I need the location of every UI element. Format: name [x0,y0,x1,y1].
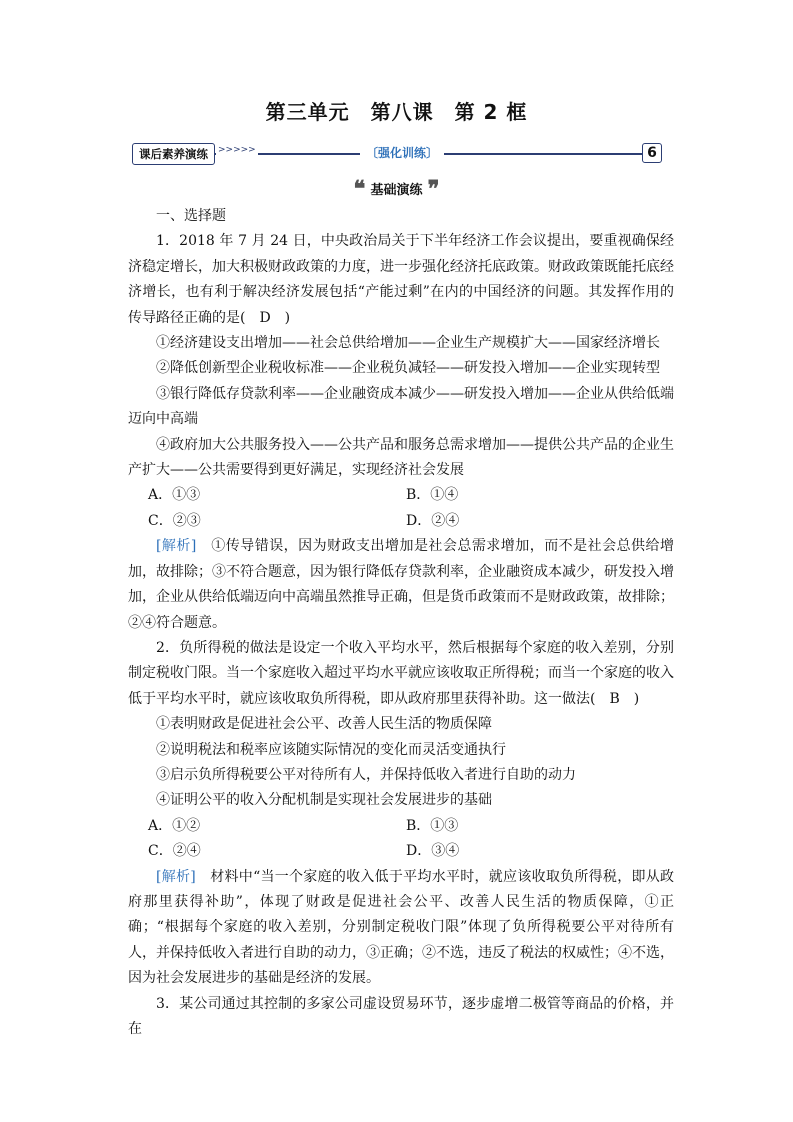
analysis-text: 材料中“当一个家庭的收入低于平均水平时，就应该收取负所得税，即从政府那里获得补助”，体现了财政是促进社会公平、改善人民生活的物质保障，①正确；“根据每个家庭的收入差别，分别制定税收门限”体现了负所得税要公平对待所有人，并保持低收入者进行自助的动力，③正确；②不选，违反了税法的权威性；④不选，因为社会发展进步的基础是经济的发展。 [128,868,674,987]
question-2-options [128,814,674,839]
quote-open-icon: ❝ [353,175,366,202]
banner-left-label: 课后素养演练 [132,143,215,165]
question-2-item: ④证明公平的收入分配机制是实现社会发展进步的基础 [156,792,492,809]
question-1-options [128,483,674,508]
option-a: A．①② [148,817,201,834]
option-d: D．②④ [406,512,460,529]
question-2-item: ②说明税法和税率应该随实际情况的变化而灵活变通执行 [156,741,506,758]
page-title: 第三单元 第八课 第 2 框 [265,100,528,124]
question-2-item: ①表明财政是促进社会公平、改善人民生活的物质保障 [156,716,492,733]
option-d: D．③④ [406,843,460,860]
option-b: B．①④ [406,487,459,504]
option-c: C．②③ [148,512,201,529]
practice-banner [132,143,664,165]
question-1-options [128,509,674,534]
banner-number: 6 [642,143,662,163]
quote-close-icon: ❞ [427,175,440,202]
document-body [128,204,674,1042]
analysis-tag: [解析] [156,868,196,885]
option-c: C．②④ [148,843,201,860]
option-a: A．①③ [148,487,201,504]
analysis-text: ①传导错误，因为财政支出增加是社会总需求增加，而不是社会总供给增加，故排除；③不符合题意，因为银行降低存贷款利率，企业融资成本减少，研发投入增加，企业从供给低端迈向中高端虽然推导正确，但是货币政策而不是财政政策，故排除；②④符合题意。 [128,538,674,631]
section-label: 基础演练 [370,183,423,198]
banner-arrows: >>>>> [218,145,256,155]
question-1-analysis [128,534,674,636]
question-1-item: ①经济建设支出增加——社会总供给增加——企业生产规模扩大——国家经济增长 [156,335,660,352]
option-b: B．①③ [406,817,459,834]
section-badge [0,175,793,202]
analysis-tag: [解析] [156,538,197,555]
question-2-item: ③启示负所得税要公平对待所有人，并保持低收入者进行自助的动力 [156,766,576,783]
banner-mid-label: 〔强化训练〕 [360,144,444,162]
question-1-stem: 1．2018 年 7 月 24 日，中央政治局关于下半年经济工作会议提出，要重视确保经济稳定增长，加大积极财政政策的力度，进一步强化经济托底政策。财政政策既能托底经济增长，也有利于解决经济发展包括“产能过剩”在内的中国经济的问题。其发挥作用的传导路径正确的是( D ) [128,233,674,326]
question-3-stem: 3．某公司通过其控制的多家公司虚设贸易环节，逐步虚增二极管等商品的价格，并在 [128,995,674,1037]
question-1-item: ④政府加大公共服务投入——公共产品和服务总需求增加——提供公共产品的企业生产扩大——公共需要得到更好满足，实现经济社会发展 [128,436,674,479]
section-heading: 一、选择题 [156,208,226,224]
question-2-analysis [128,865,674,992]
question-1-item: ②降低创新型企业税收标准——企业税负减轻——研发投入增加——企业实现转型 [156,360,660,377]
question-2-options [128,839,674,864]
question-1-item: ③银行降低存贷款利率——企业融资成本减少——研发投入增加——企业从供给低端迈向中高端 [128,385,674,428]
question-2-stem: 2．负所得税的做法是设定一个收入平均水平，然后根据每个家庭的收入差别，分别制定税收门限。当一个家庭收入超过平均水平就应该收取正所得税；而当一个家庭的收入低于平均水平时，就应该收取负所得税，即从政府那里获得补助。这一做法( B ) [128,639,674,707]
